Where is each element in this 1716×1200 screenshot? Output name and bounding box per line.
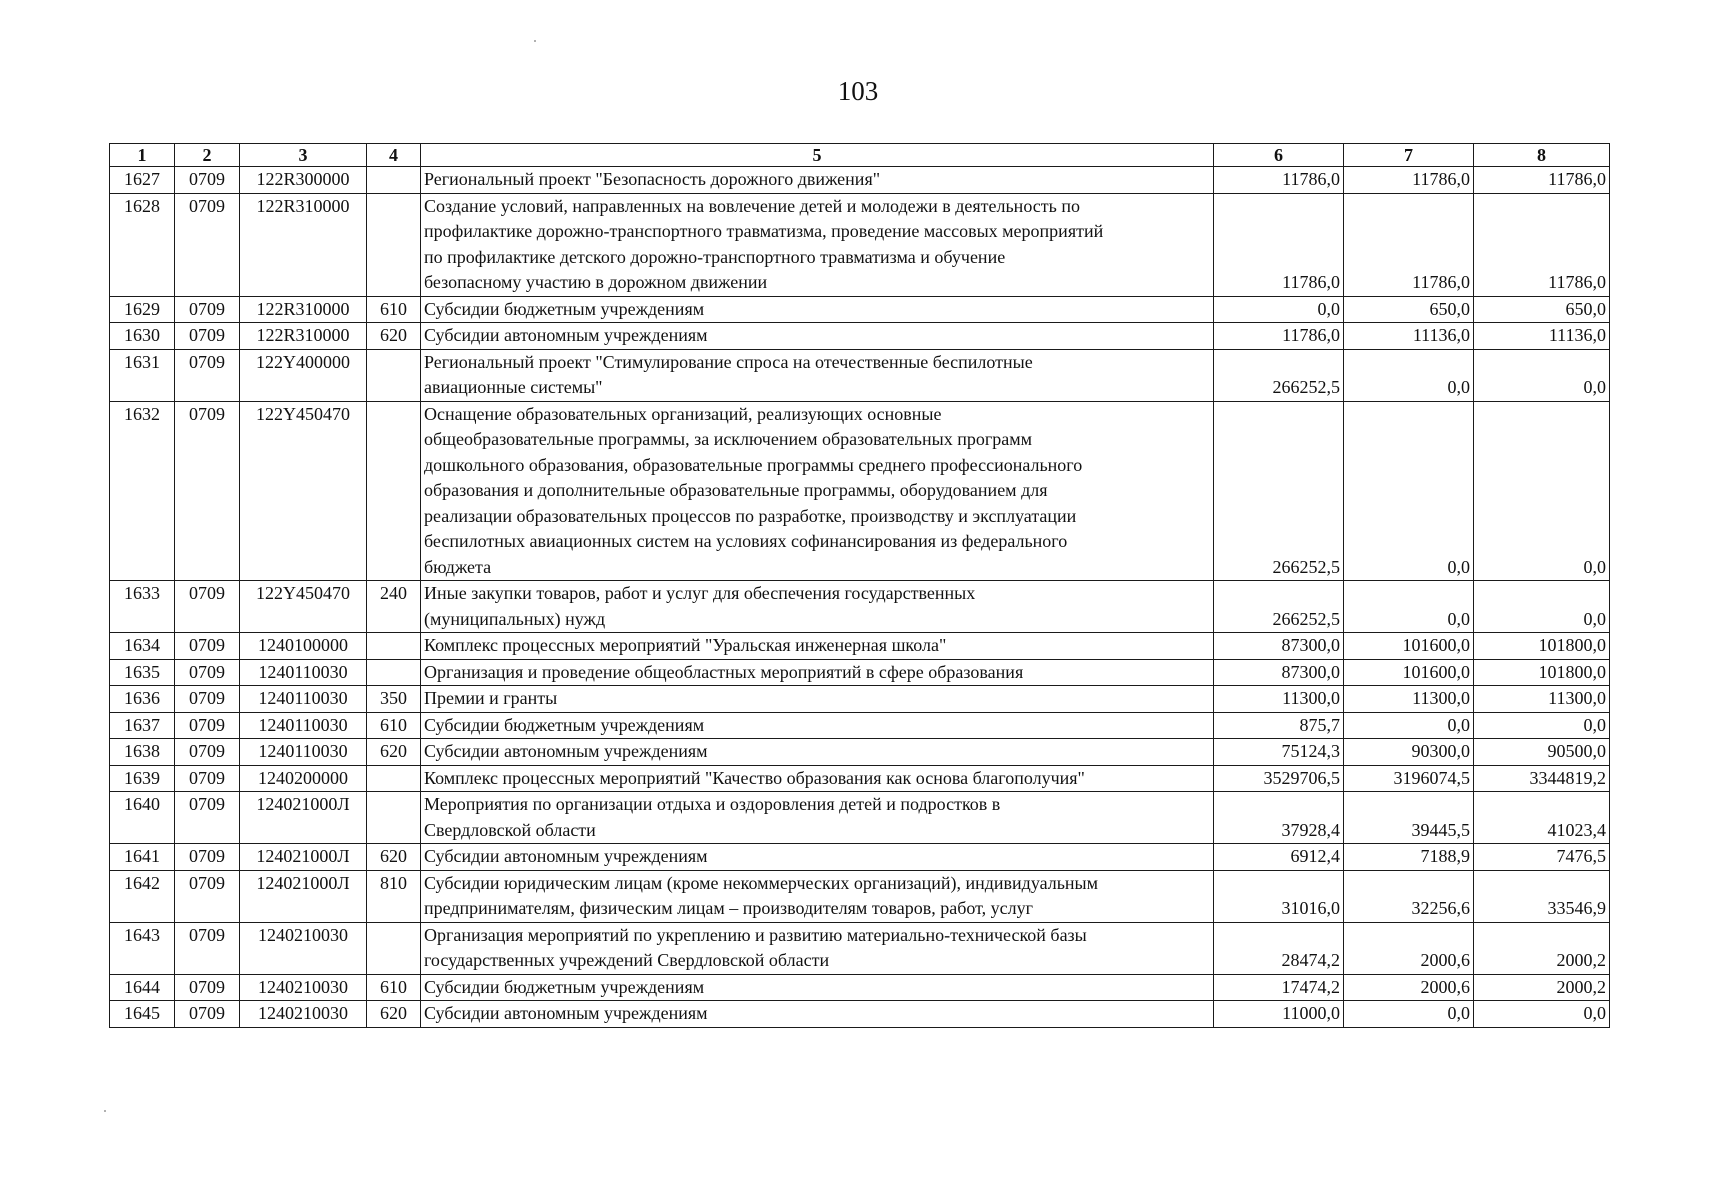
amount-col-7: 11786,0 (1344, 167, 1474, 194)
table-row (110, 349, 1610, 401)
row-number: 1632 (110, 401, 175, 581)
expense-type-code: 610 (367, 296, 421, 323)
target-item-code: 122Y450470 (240, 581, 367, 633)
row-number: 1637 (110, 712, 175, 739)
table-row (110, 844, 1610, 871)
amount-col-8: 101800,0 (1474, 659, 1610, 686)
target-item-code: 122R310000 (240, 296, 367, 323)
expense-type-code (367, 193, 421, 296)
amount-col-7: 11136,0 (1344, 323, 1474, 350)
header-col-6: 6 (1214, 144, 1344, 167)
amount-col-7: 101600,0 (1344, 633, 1474, 660)
expense-type-code (367, 349, 421, 401)
item-name: Субсидии бюджетным учреждениям (421, 974, 1214, 1001)
section-code: 0709 (175, 349, 240, 401)
amount-col-6: 11300,0 (1214, 686, 1344, 713)
item-name: Субсидии бюджетным учреждениям (421, 296, 1214, 323)
amount-col-7: 7188,9 (1344, 844, 1474, 871)
amount-col-8: 0,0 (1474, 349, 1610, 401)
amount-col-8: 101800,0 (1474, 633, 1610, 660)
amount-col-6: 11000,0 (1214, 1001, 1344, 1028)
target-item-code: 1240110030 (240, 659, 367, 686)
expense-type-code (367, 765, 421, 792)
amount-col-7: 11300,0 (1344, 686, 1474, 713)
table-row (110, 792, 1610, 844)
table-row (110, 633, 1610, 660)
amount-col-7: 0,0 (1344, 401, 1474, 581)
amount-col-6: 87300,0 (1214, 659, 1344, 686)
expense-type-code (367, 922, 421, 974)
amount-col-8: 11300,0 (1474, 686, 1610, 713)
section-code: 0709 (175, 712, 240, 739)
target-item-code: 122R310000 (240, 193, 367, 296)
amount-col-8: 41023,4 (1474, 792, 1610, 844)
amount-col-7: 3196074,5 (1344, 765, 1474, 792)
row-number: 1631 (110, 349, 175, 401)
row-number: 1643 (110, 922, 175, 974)
row-number: 1641 (110, 844, 175, 871)
table-row (110, 581, 1610, 633)
item-name: Субсидии автономным учреждениям (421, 323, 1214, 350)
expense-type-code (367, 401, 421, 581)
amount-col-6: 3529706,5 (1214, 765, 1344, 792)
table-row (110, 765, 1610, 792)
amount-col-7: 32256,6 (1344, 870, 1474, 922)
header-col-4: 4 (367, 144, 421, 167)
amount-col-8: 11786,0 (1474, 167, 1610, 194)
section-code: 0709 (175, 974, 240, 1001)
amount-col-7: 11786,0 (1344, 193, 1474, 296)
table-row (110, 167, 1610, 194)
item-name: Создание условий, направленных на вовлечение детей и молодежи в деятельность по профилактике дорожно-транспортного травматизма, проведение массовых мероприятий по профилактике детского дорожно-транспортного травматизма и обучение безопасному участию в дорожном движении (421, 193, 1214, 296)
target-item-code: 1240110030 (240, 739, 367, 766)
section-code: 0709 (175, 870, 240, 922)
expense-type-code: 810 (367, 870, 421, 922)
budget-table (109, 143, 1610, 1028)
amount-col-6: 75124,3 (1214, 739, 1344, 766)
target-item-code: 122Y450470 (240, 401, 367, 581)
amount-col-6: 11786,0 (1214, 193, 1344, 296)
target-item-code: 122Y400000 (240, 349, 367, 401)
table-row (110, 401, 1610, 581)
header-col-8: 8 (1474, 144, 1610, 167)
target-item-code: 1240110030 (240, 686, 367, 713)
table-row (110, 870, 1610, 922)
amount-col-6: 11786,0 (1214, 167, 1344, 194)
amount-col-7: 0,0 (1344, 1001, 1474, 1028)
expense-type-code (367, 792, 421, 844)
amount-col-8: 650,0 (1474, 296, 1610, 323)
amount-col-7: 2000,6 (1344, 974, 1474, 1001)
amount-col-8: 33546,9 (1474, 870, 1610, 922)
amount-col-8: 11136,0 (1474, 323, 1610, 350)
item-name: Субсидии автономным учреждениям (421, 739, 1214, 766)
item-name: Субсидии юридическим лицам (кроме некоммерческих организаций), индивидуальным предпринимателям, физическим лицам – производителям товаров, работ, услуг (421, 870, 1214, 922)
expense-type-code: 240 (367, 581, 421, 633)
row-number: 1642 (110, 870, 175, 922)
item-name: Иные закупки товаров, работ и услуг для обеспечения государственных (муниципальных) нужд (421, 581, 1214, 633)
amount-col-7: 39445,5 (1344, 792, 1474, 844)
item-name: Организация и проведение общеобластных мероприятий в сфере образования (421, 659, 1214, 686)
section-code: 0709 (175, 739, 240, 766)
amount-col-6: 266252,5 (1214, 401, 1344, 581)
amount-col-6: 31016,0 (1214, 870, 1344, 922)
header-col-1: 1 (110, 144, 175, 167)
section-code: 0709 (175, 1001, 240, 1028)
amount-col-8: 2000,2 (1474, 922, 1610, 974)
amount-col-8: 0,0 (1474, 401, 1610, 581)
target-item-code: 1240210030 (240, 1001, 367, 1028)
item-name: Субсидии бюджетным учреждениям (421, 712, 1214, 739)
section-code: 0709 (175, 792, 240, 844)
row-number: 1634 (110, 633, 175, 660)
section-code: 0709 (175, 765, 240, 792)
row-number: 1636 (110, 686, 175, 713)
table-row (110, 686, 1610, 713)
table-row (110, 296, 1610, 323)
row-number: 1627 (110, 167, 175, 194)
target-item-code: 1240210030 (240, 974, 367, 1001)
row-number: 1635 (110, 659, 175, 686)
target-item-code: 1240210030 (240, 922, 367, 974)
item-name: Комплекс процессных мероприятий "Уральская инженерная школа" (421, 633, 1214, 660)
amount-col-7: 0,0 (1344, 712, 1474, 739)
row-number: 1630 (110, 323, 175, 350)
section-code: 0709 (175, 323, 240, 350)
amount-col-6: 6912,4 (1214, 844, 1344, 871)
section-code: 0709 (175, 659, 240, 686)
section-code: 0709 (175, 686, 240, 713)
section-code: 0709 (175, 844, 240, 871)
expense-type-code: 620 (367, 739, 421, 766)
item-name: Региональный проект "Безопасность дорожного движения" (421, 167, 1214, 194)
expense-type-code: 350 (367, 686, 421, 713)
section-code: 0709 (175, 296, 240, 323)
header-col-2: 2 (175, 144, 240, 167)
scan-speck (534, 40, 536, 42)
expense-type-code (367, 633, 421, 660)
amount-col-6: 266252,5 (1214, 349, 1344, 401)
expense-type-code: 610 (367, 712, 421, 739)
target-item-code: 1240100000 (240, 633, 367, 660)
target-item-code: 122R300000 (240, 167, 367, 194)
expense-type-code: 620 (367, 1001, 421, 1028)
item-name: Премии и гранты (421, 686, 1214, 713)
table-row (110, 922, 1610, 974)
amount-col-7: 650,0 (1344, 296, 1474, 323)
target-item-code: 122R310000 (240, 323, 367, 350)
item-name: Субсидии автономным учреждениям (421, 1001, 1214, 1028)
amount-col-6: 17474,2 (1214, 974, 1344, 1001)
section-code: 0709 (175, 922, 240, 974)
header-col-7: 7 (1344, 144, 1474, 167)
item-name: Мероприятия по организации отдыха и оздоровления детей и подростков в Свердловской области (421, 792, 1214, 844)
table-row (110, 659, 1610, 686)
target-item-code: 1240200000 (240, 765, 367, 792)
amount-col-7: 101600,0 (1344, 659, 1474, 686)
table-row (110, 974, 1610, 1001)
amount-col-8: 2000,2 (1474, 974, 1610, 1001)
table-row (110, 712, 1610, 739)
amount-col-6: 11786,0 (1214, 323, 1344, 350)
row-number: 1644 (110, 974, 175, 1001)
target-item-code: 1240110030 (240, 712, 367, 739)
section-code: 0709 (175, 581, 240, 633)
row-number: 1645 (110, 1001, 175, 1028)
amount-col-8: 0,0 (1474, 712, 1610, 739)
amount-col-7: 0,0 (1344, 349, 1474, 401)
amount-col-7: 0,0 (1344, 581, 1474, 633)
amount-col-8: 0,0 (1474, 581, 1610, 633)
row-number: 1629 (110, 296, 175, 323)
amount-col-8: 0,0 (1474, 1001, 1610, 1028)
item-name: Субсидии автономным учреждениям (421, 844, 1214, 871)
expense-type-code: 620 (367, 323, 421, 350)
page-number: 103 (837, 76, 879, 106)
amount-col-8: 90500,0 (1474, 739, 1610, 766)
row-number: 1628 (110, 193, 175, 296)
table-row (110, 323, 1610, 350)
target-item-code: 124021000Л (240, 870, 367, 922)
section-code: 0709 (175, 167, 240, 194)
table-row (110, 193, 1610, 296)
section-code: 0709 (175, 193, 240, 296)
header-col-3: 3 (240, 144, 367, 167)
expense-type-code: 610 (367, 974, 421, 1001)
item-name: Организация мероприятий по укреплению и развитию материально-технической базы государственных учреждений Свердловской области (421, 922, 1214, 974)
item-name: Оснащение образовательных организаций, реализующих основные общеобразовательные программы, за исключением образовательных программ дошкольного образования, образовательные программы среднего профессионального образования и дополнительные образовательные программы, оборудованием для реализации образовательных процессов по разработке, производству и эксплуатации беспилотных авиационных систем на условиях софинансирования из федерального бюджета (421, 401, 1214, 581)
row-number: 1639 (110, 765, 175, 792)
amount-col-6: 37928,4 (1214, 792, 1344, 844)
expense-type-code (367, 659, 421, 686)
target-item-code: 124021000Л (240, 792, 367, 844)
amount-col-6: 0,0 (1214, 296, 1344, 323)
item-name: Региональный проект "Стимулирование спроса на отечественные беспилотные авиационные системы" (421, 349, 1214, 401)
amount-col-6: 87300,0 (1214, 633, 1344, 660)
amount-col-8: 3344819,2 (1474, 765, 1610, 792)
row-number: 1633 (110, 581, 175, 633)
amount-col-6: 875,7 (1214, 712, 1344, 739)
amount-col-7: 2000,6 (1344, 922, 1474, 974)
table-row (110, 739, 1610, 766)
expense-type-code (367, 167, 421, 194)
amount-col-6: 266252,5 (1214, 581, 1344, 633)
target-item-code: 124021000Л (240, 844, 367, 871)
section-code: 0709 (175, 633, 240, 660)
header-col-5: 5 (421, 144, 1214, 167)
amount-col-6: 28474,2 (1214, 922, 1344, 974)
section-code: 0709 (175, 401, 240, 581)
amount-col-7: 90300,0 (1344, 739, 1474, 766)
amount-col-8: 7476,5 (1474, 844, 1610, 871)
item-name: Комплекс процессных мероприятий "Качество образования как основа благополучия" (421, 765, 1214, 792)
header-row (110, 144, 1610, 167)
scan-speck (104, 1110, 106, 1112)
table-row (110, 1001, 1610, 1028)
expense-type-code: 620 (367, 844, 421, 871)
row-number: 1638 (110, 739, 175, 766)
amount-col-8: 11786,0 (1474, 193, 1610, 296)
row-number: 1640 (110, 792, 175, 844)
